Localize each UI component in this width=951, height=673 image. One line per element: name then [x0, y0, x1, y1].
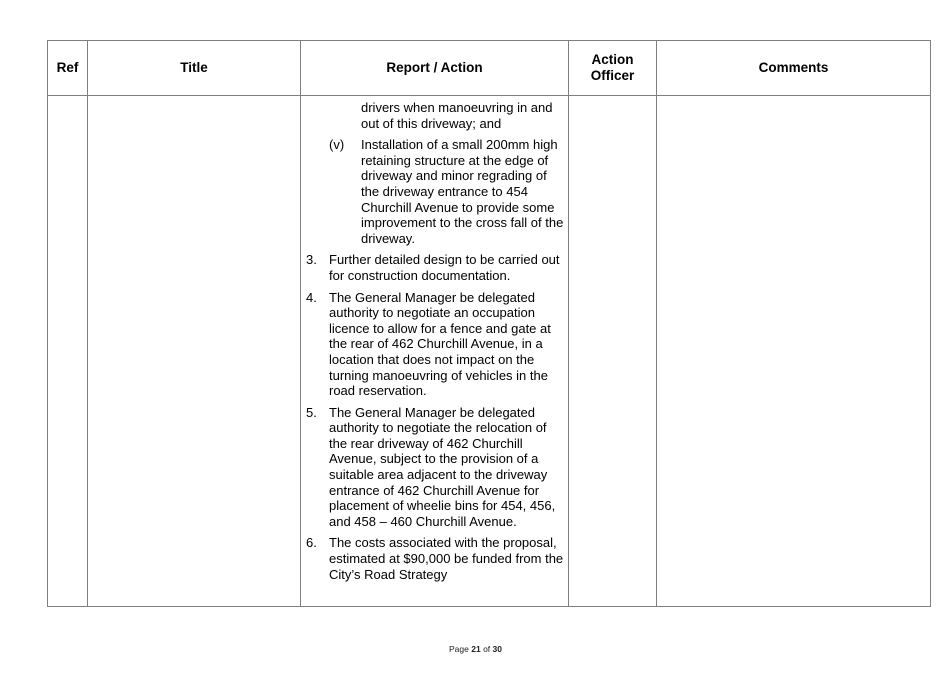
- page-total: 30: [492, 644, 502, 654]
- page-footer: [0, 644, 951, 654]
- list-item-text: The General Manager be delegated authority to negotiate an occupation licence to allow for a fence and gate at the rear of 462 Churchill Avenue, in a location that does not impact on the turning manoeuvring of vehicles in the road reservation.: [329, 289, 551, 399]
- of-label: of: [483, 644, 491, 654]
- action-officer-cell: [569, 96, 657, 607]
- list-item-text: The General Manager be delegated authority to negotiate the relocation of the rear driveway of 462 Churchill Avenue, subject to the provision of a suitable area adjacent to the driveway entrance of 462 Churchill Avenue for placement of wheelie bins for 454, 456, and 458 – 460 Churchill Avenue.: [329, 404, 556, 529]
- list-item-number: 3.: [306, 252, 317, 268]
- header-action-officer: Action Officer: [569, 41, 657, 96]
- list-item-4: [306, 290, 564, 399]
- list-item-text: The costs associated with the proposal, estimated at $90,000 be funded from the City’s Road Strategy: [329, 535, 564, 582]
- sub-item-v: [306, 137, 564, 246]
- ref-cell: [48, 96, 88, 607]
- comments-cell: [657, 96, 931, 607]
- page-label: Page: [448, 644, 469, 654]
- sub-item-text: Installation of a small 200mm high retaining structure at the edge of driveway and minor regrading of the driveway entrance to 454 Churchill Avenue to provide some improvement to the cross fall of the driveway.: [361, 137, 564, 246]
- page-current: 21: [471, 644, 481, 654]
- list-item-number: 5.: [306, 404, 317, 420]
- list-item-text: Further detailed design to be carried out for construction documentation.: [329, 252, 560, 283]
- report-action-cell: [301, 96, 569, 607]
- header-comments: Comments: [657, 41, 931, 96]
- header-report-action: Report / Action: [301, 41, 569, 96]
- list-item-5: [306, 405, 564, 530]
- list-item-3: [306, 252, 564, 283]
- header-title: Title: [88, 41, 301, 96]
- continuation-text: drivers when manoeuvring in and out of this driveway; and: [361, 100, 553, 131]
- header-row: [48, 41, 931, 96]
- title-cell: [88, 96, 301, 607]
- sub-item-label: (v): [329, 137, 345, 153]
- list-item-6: [306, 535, 564, 582]
- report-content: [301, 96, 568, 582]
- list-item-number: 4.: [306, 289, 317, 305]
- report-table: [47, 40, 931, 607]
- list-item-number: 6.: [306, 535, 317, 551]
- header-ref: Ref: [48, 41, 88, 96]
- table-row: [48, 96, 931, 607]
